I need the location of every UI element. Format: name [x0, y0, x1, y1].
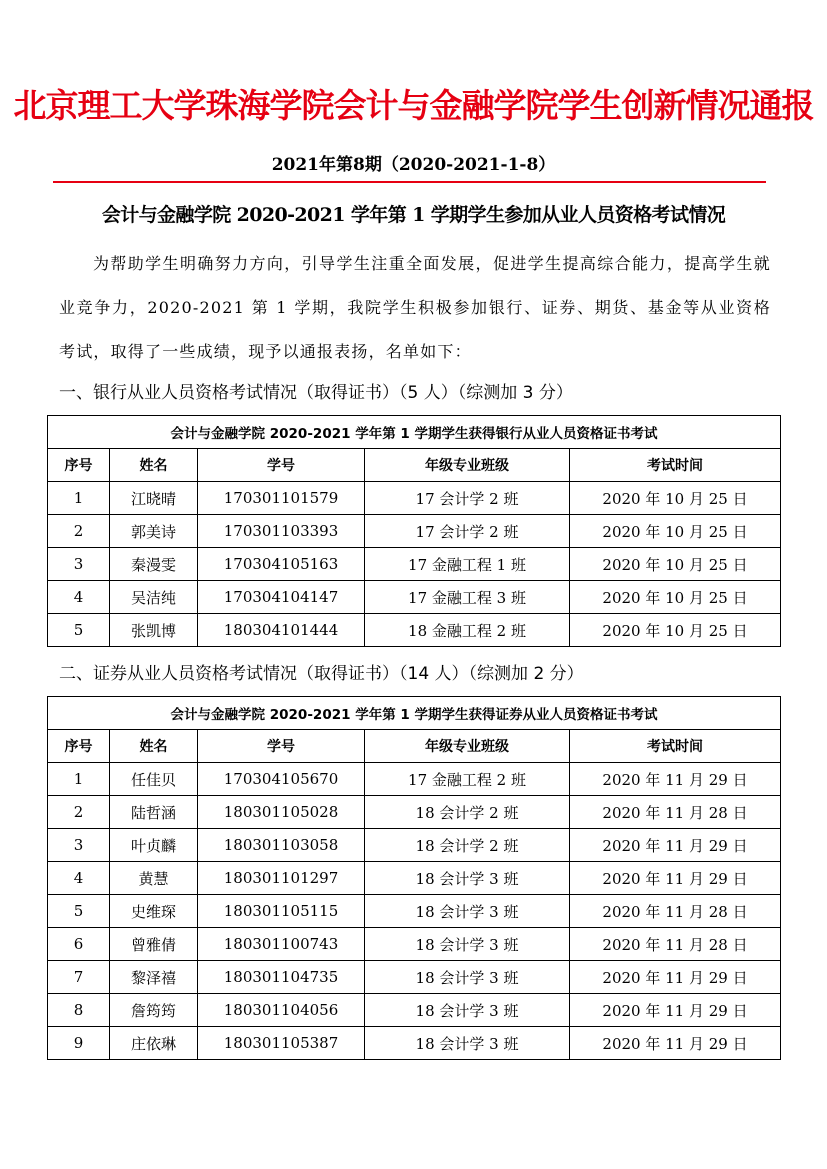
- cell-name: 黎泽禧: [110, 961, 198, 994]
- cell-index: 3: [48, 548, 110, 581]
- issue-number: 2021年第8期（2020-2021-1-8）: [271, 155, 556, 175]
- cell-class: 17 金融工程 3 班: [365, 581, 570, 614]
- cell-exam-date: 2020 年 11 月 29 日: [570, 961, 781, 994]
- intro-paragraph: [59, 242, 771, 374]
- cell-class: 17 金融工程 2 班: [365, 763, 570, 796]
- cell-index: 2: [48, 515, 110, 548]
- cell-student-id: 170304105163: [198, 548, 365, 581]
- cell-exam-date: 2020 年 11 月 28 日: [570, 895, 781, 928]
- cell-name: 黄慧: [110, 862, 198, 895]
- table-header-row: [48, 730, 781, 763]
- cell-index: 8: [48, 994, 110, 1027]
- cell-exam-date: 2020 年 11 月 29 日: [570, 862, 781, 895]
- cell-name: 吴洁纯: [110, 581, 198, 614]
- cell-class: 18 会计学 3 班: [365, 928, 570, 961]
- securities-certificate-table: [47, 696, 781, 1060]
- cell-class: 18 会计学 3 班: [365, 862, 570, 895]
- cell-student-id: 180301104735: [198, 961, 365, 994]
- table-row: [48, 515, 781, 548]
- table-caption: 会计与金融学院 2020-2021 学年第 1 学期学生获得证券从业人员资格证书考试: [48, 697, 781, 730]
- table-row: [48, 961, 781, 994]
- cell-index: 1: [48, 482, 110, 515]
- cell-exam-date: 2020 年 11 月 29 日: [570, 829, 781, 862]
- cell-name: 张凯博: [110, 614, 198, 647]
- section-heading-bank: 一、银行从业人员资格考试情况（取得证书）（5 人）（综测加 3 分）: [59, 383, 573, 403]
- cell-name: 陆哲涵: [110, 796, 198, 829]
- table-row: [48, 614, 781, 647]
- column-header-index: 序号: [48, 449, 110, 482]
- table-row: [48, 482, 781, 515]
- cell-class: 17 会计学 2 班: [365, 515, 570, 548]
- table-row: [48, 763, 781, 796]
- cell-exam-date: 2020 年 11 月 28 日: [570, 928, 781, 961]
- cell-class: 18 会计学 3 班: [365, 994, 570, 1027]
- cell-index: 4: [48, 581, 110, 614]
- cell-class: 18 会计学 3 班: [365, 1027, 570, 1060]
- table-row: [48, 928, 781, 961]
- red-divider: [53, 181, 766, 183]
- column-header-exam-date: 考试时间: [570, 449, 781, 482]
- cell-name: 叶贞麟: [110, 829, 198, 862]
- cell-exam-date: 2020 年 11 月 28 日: [570, 796, 781, 829]
- cell-class: 17 会计学 2 班: [365, 482, 570, 515]
- cell-index: 5: [48, 895, 110, 928]
- column-header-index: 序号: [48, 730, 110, 763]
- column-header-exam-date: 考试时间: [570, 730, 781, 763]
- table-header-row: [48, 449, 781, 482]
- cell-exam-date: 2020 年 11 月 29 日: [570, 1027, 781, 1060]
- cell-name: 郭美诗: [110, 515, 198, 548]
- cell-class: 18 会计学 2 班: [365, 796, 570, 829]
- cell-class: 18 会计学 2 班: [365, 829, 570, 862]
- cell-student-id: 180301105115: [198, 895, 365, 928]
- cell-name: 任佳贝: [110, 763, 198, 796]
- cell-class: 18 会计学 3 班: [365, 961, 570, 994]
- table-row: [48, 1027, 781, 1060]
- table-caption: 会计与金融学院 2020-2021 学年第 1 学期学生获得银行从业人员资格证书考试: [48, 416, 781, 449]
- cell-student-id: 170304104147: [198, 581, 365, 614]
- cell-student-id: 180301101297: [198, 862, 365, 895]
- cell-class: 18 金融工程 2 班: [365, 614, 570, 647]
- cell-exam-date: 2020 年 10 月 25 日: [570, 515, 781, 548]
- cell-exam-date: 2020 年 10 月 25 日: [570, 614, 781, 647]
- article-headline: 会计与金融学院 2020-2021 学年第 1 学期学生参加从业人员资格考试情况: [101, 204, 726, 226]
- bank-certificate-table: [47, 415, 781, 647]
- table-row: [48, 548, 781, 581]
- section-heading-securities: 二、证券从业人员资格考试情况（取得证书）（14 人）（综测加 2 分）: [59, 664, 584, 684]
- column-header-name: 姓名: [110, 730, 198, 763]
- cell-exam-date: 2020 年 10 月 25 日: [570, 581, 781, 614]
- cell-name: 詹筠筠: [110, 994, 198, 1027]
- column-header-student-id: 学号: [198, 730, 365, 763]
- cell-exam-date: 2020 年 11 月 29 日: [570, 763, 781, 796]
- cell-name: 江晓晴: [110, 482, 198, 515]
- cell-exam-date: 2020 年 11 月 29 日: [570, 994, 781, 1027]
- column-header-class: 年级专业班级: [365, 730, 570, 763]
- cell-index: 1: [48, 763, 110, 796]
- cell-student-id: 180301104056: [198, 994, 365, 1027]
- cell-exam-date: 2020 年 10 月 25 日: [570, 482, 781, 515]
- cell-student-id: 170301103393: [198, 515, 365, 548]
- cell-student-id: 180301105028: [198, 796, 365, 829]
- cell-student-id: 180304101444: [198, 614, 365, 647]
- cell-exam-date: 2020 年 10 月 25 日: [570, 548, 781, 581]
- cell-class: 17 金融工程 1 班: [365, 548, 570, 581]
- cell-student-id: 170301101579: [198, 482, 365, 515]
- intro-text: 为帮助学生明确努力方向，引导学生注重全面发展，促进学生提高综合能力，提高学生就业竞争力，2020-2021 第 1 学期，我院学生积极参加银行、证券、期货、基金等从业资格考试，取得了一些成绩，现予以通报表扬，名单如下：: [59, 254, 771, 361]
- cell-class: 18 会计学 3 班: [365, 895, 570, 928]
- cell-index: 6: [48, 928, 110, 961]
- table-row: [48, 994, 781, 1027]
- cell-student-id: 180301105387: [198, 1027, 365, 1060]
- cell-student-id: 170304105670: [198, 763, 365, 796]
- cell-index: 9: [48, 1027, 110, 1060]
- masthead-title: 北京理工大学珠海学院会计与金融学院学生创新情况通报: [13, 86, 814, 125]
- cell-name: 史维琛: [110, 895, 198, 928]
- cell-index: 5: [48, 614, 110, 647]
- table-row: [48, 581, 781, 614]
- table-row: [48, 796, 781, 829]
- table-row: [48, 895, 781, 928]
- cell-index: 3: [48, 829, 110, 862]
- cell-student-id: 180301100743: [198, 928, 365, 961]
- column-header-name: 姓名: [110, 449, 198, 482]
- cell-index: 4: [48, 862, 110, 895]
- cell-name: 曾雅倩: [110, 928, 198, 961]
- cell-student-id: 180301103058: [198, 829, 365, 862]
- table-row: [48, 862, 781, 895]
- table-row: [48, 829, 781, 862]
- cell-name: 庄依琳: [110, 1027, 198, 1060]
- column-header-student-id: 学号: [198, 449, 365, 482]
- column-header-class: 年级专业班级: [365, 449, 570, 482]
- cell-index: 7: [48, 961, 110, 994]
- cell-name: 秦漫雯: [110, 548, 198, 581]
- cell-index: 2: [48, 796, 110, 829]
